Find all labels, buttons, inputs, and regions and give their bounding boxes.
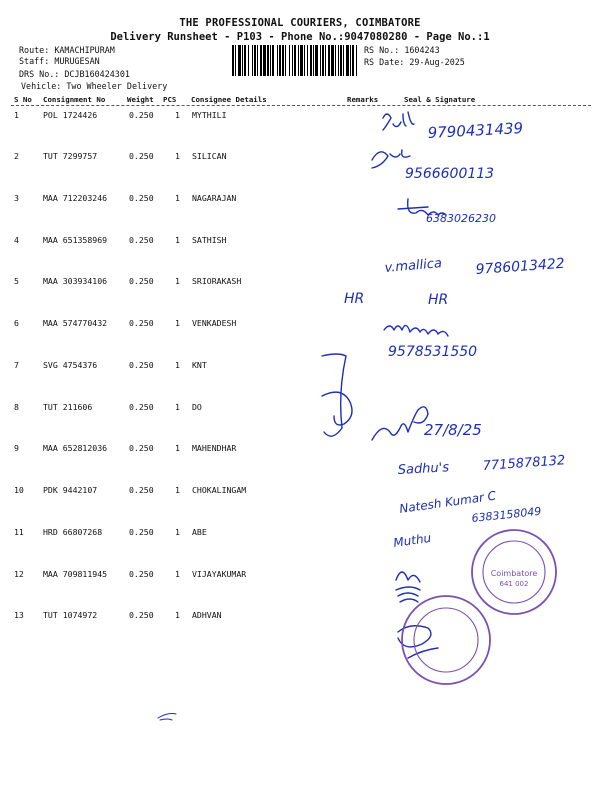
seal-stamp-icon [472,530,556,614]
signature-row-2 [372,150,410,168]
phone-row-1: 9790431439 [427,119,524,142]
drs-label: DRS No.: [19,69,60,79]
row-weight: 0.250 [129,402,154,412]
initials-row-5b: HR [428,292,449,308]
barcode-bar [313,45,314,76]
row-consignee: MAHENDHAR [192,443,237,453]
barcode-bar [252,45,253,76]
row-sno: 2 [14,151,19,161]
phone-row-2: 9566600113 [405,166,495,182]
name-row-10: Natesh Kumar C [398,488,497,516]
phone-row-9: 7715878132 [482,453,566,474]
vehicle-value: Two Wheeler Delivery [66,81,168,91]
seal-stamp-icon [402,596,490,684]
barcode-bar [343,45,344,76]
barcode-bar [279,45,281,76]
row-sno: 11 [14,527,24,537]
signature-row-1 [383,112,414,130]
barcode-bar [285,45,286,76]
col-header-pcs: PCS [163,95,177,104]
row-pcs: 1 [175,610,180,620]
barcode-bar [235,45,236,76]
barcode-bar [267,45,269,76]
phone-row-3: 6383026230 [426,212,496,225]
row-consignment-no: TUT 1074972 [43,610,98,620]
route-line [19,45,115,55]
row-pcs: 1 [175,193,180,203]
stamp-city: Coimbatore [490,569,538,578]
barcode-bar [320,45,321,76]
row-consignment-no: MAA 574770432 [43,318,108,328]
row-pcs: 1 [175,485,180,495]
barcode-bar [248,45,249,76]
row-consignment-no: SVG 4754376 [43,360,98,370]
barcode-bar [300,45,303,76]
barcode-bar [338,45,339,76]
barcode-bar [270,45,271,76]
col-header-remarks: Remarks [347,95,379,104]
phone-row-4: 9786013422 [475,255,566,278]
barcode-bar [335,45,336,76]
phone-row-6: 9578531550 [388,344,478,360]
barcode-bar [242,45,243,76]
row-weight: 0.250 [129,318,154,328]
row-weight: 0.250 [129,485,154,495]
row-pcs: 1 [175,527,180,537]
row-consignee: VIJAYAKUMAR [192,569,247,579]
barcode-bar [260,45,262,76]
row-sno: 6 [14,318,19,328]
barcode-bar [289,45,290,76]
row-sno: 8 [14,402,19,412]
row-sno: 10 [14,485,24,495]
name-row-4: v.mallica [384,256,443,276]
vehicle-label: Vehicle: [21,81,62,91]
signature-row-8 [372,407,428,440]
row-weight: 0.250 [129,276,154,286]
row-consignee: VENKADESH [192,318,237,328]
name-row-11: Muthu [392,530,432,550]
row-weight: 0.250 [129,569,154,579]
col-header-consignment: Consignment No [43,95,106,104]
row-pcs: 1 [175,443,180,453]
barcode-bar [304,45,305,76]
signature-row-13 [398,626,438,658]
row-consignment-no: HRD 66807268 [43,527,103,537]
barcode-bar [244,45,246,76]
row-sno: 4 [14,235,19,245]
signature-row-12 [396,572,420,602]
row-consignee: CHOKALINGAM [192,485,247,495]
barcode-bar [356,45,357,76]
row-pcs: 1 [175,110,180,120]
row-consignee: NAGARAJAN [192,193,237,203]
row-consignee: MYTHILI [192,110,227,120]
staff-line [19,56,100,66]
row-consignee: SRIORAKASH [192,276,242,286]
barcode-bar [254,45,256,76]
row-sno: 5 [14,276,19,286]
barcode-bar [352,45,354,76]
barcode-bar [307,45,308,76]
row-consignee: SATHISH [192,235,227,245]
row-weight: 0.250 [129,360,154,370]
row-pcs: 1 [175,569,180,579]
row-pcs: 1 [175,276,180,286]
row-weight: 0.250 [129,151,154,161]
row-pcs: 1 [175,235,180,245]
signature-row-6 [384,325,448,336]
row-consignment-no: MAA 651358969 [43,235,108,245]
barcode-bar [346,45,349,76]
row-sno: 13 [14,610,24,620]
rs-date-value: 29-Aug-2025 [409,57,465,67]
barcode-bar [328,45,330,76]
row-weight: 0.250 [129,193,154,203]
barcode-bar [325,45,326,76]
barcode-bar [315,45,318,76]
staff-label: Staff: [19,56,50,66]
route-label: Route: [19,45,50,55]
row-sno: 12 [14,569,24,579]
barcode [232,45,360,76]
barcode-bar [277,45,278,76]
rs-no-label: RS No.: [364,45,400,55]
col-header-weight: Weight [127,95,154,104]
row-consignee: ABE [192,527,207,537]
row-consignment-no: PDK 9442107 [43,485,98,495]
row-sno: 1 [14,110,19,120]
rs-no-line [364,45,440,55]
row-consignment-no: TUT 7299757 [43,151,98,161]
company-title: THE PROFESSIONAL COURIERS, COIMBATORE [179,17,421,29]
signature-row-3 [398,199,446,215]
vehicle-line [21,81,167,91]
barcode-bar [350,45,351,76]
drs-value: DCJB160424301 [64,69,130,79]
stamp-pin: 641 002 [499,580,529,588]
row-weight: 0.250 [129,527,154,537]
row-pcs: 1 [175,402,180,412]
scribble-footer [158,714,176,721]
row-weight: 0.250 [129,610,154,620]
barcode-bar [263,45,266,76]
row-consignee: ADHVAN [192,610,222,620]
runsheet-subtitle: Delivery Runsheet - P103 - Phone No.:9047080280 - Page No.:1 [110,31,490,43]
phone-row-10: 6383158049 [470,504,542,525]
barcode-bar [340,45,342,76]
barcode-bar [257,45,258,76]
barcode-bar [298,45,299,76]
row-consignment-no: POL 1724426 [43,110,98,120]
row-weight: 0.250 [129,235,154,245]
col-header-consignee: Consignee Details [191,95,267,104]
row-pcs: 1 [175,318,180,328]
row-consignment-no: MAA 303934106 [43,276,108,286]
rs-date-line [364,57,465,67]
barcode-bar [292,45,293,76]
row-sno: 9 [14,443,19,453]
rs-no-value: 1604243 [404,45,440,55]
barcode-bar [282,45,284,76]
row-consignee: KNT [192,360,207,370]
row-consignment-no: MAA 652812036 [43,443,108,453]
rs-date-label: RS Date: [364,57,405,67]
row-weight: 0.250 [129,443,154,453]
name-row-9: Sadhu's [397,460,450,478]
row-pcs: 1 [175,360,180,370]
initials-row-5a: HR [344,291,365,307]
row-sno: 3 [14,193,19,203]
barcode-bar [331,45,334,76]
row-consignment-no: MAA 712203246 [43,193,108,203]
barcode-bar [294,45,296,76]
route-value: KAMACHIPURAM [54,45,115,55]
row-consignee: SILICAN [192,151,227,161]
signature-row-7 [322,354,352,436]
barcode-bar [310,45,312,76]
row-weight: 0.250 [129,110,154,120]
barcode-bar [232,45,234,76]
barcode-bar [322,45,324,76]
barcode-bar [238,45,241,76]
row-consignment-no: MAA 709811945 [43,569,108,579]
col-header-seal: Seal & Signature [404,95,476,104]
row-consignment-no: TUT 211606 [43,402,93,412]
date-row-8: 27/8/25 [424,421,482,439]
staff-value: MURUGESAN [54,56,100,66]
drs-line [19,69,130,79]
col-header-sno: S No [14,95,32,104]
row-pcs: 1 [175,151,180,161]
row-sno: 7 [14,360,19,370]
barcode-bar [272,45,274,76]
header-divider [11,105,591,106]
row-consignee: DO [192,402,202,412]
